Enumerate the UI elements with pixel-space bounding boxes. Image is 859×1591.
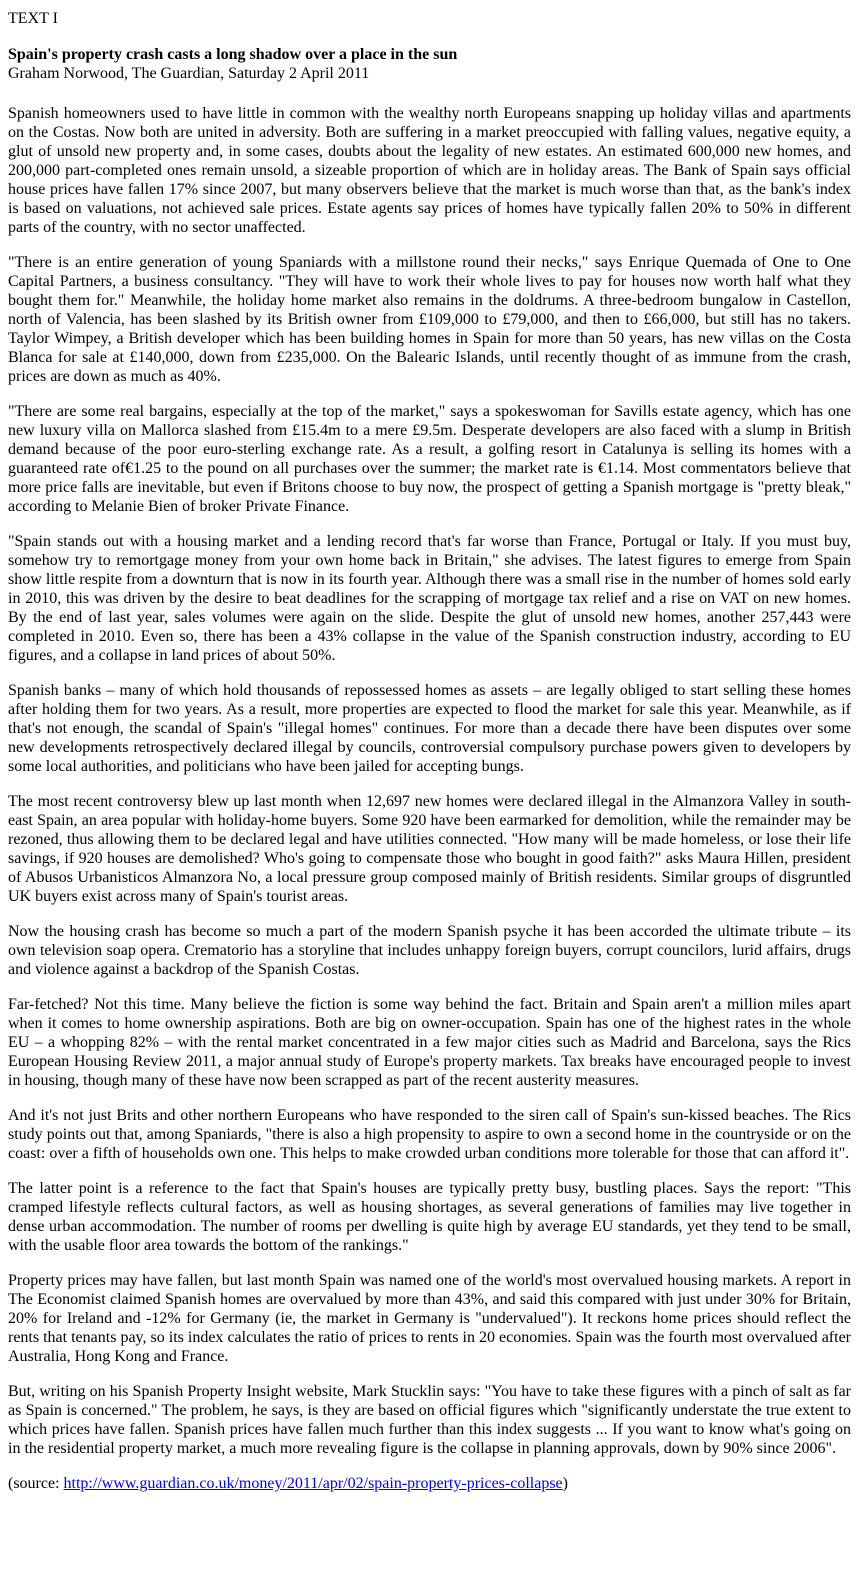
article-title: Spain's property crash casts a long shadow over a place in the sun <box>8 46 458 63</box>
source-line <box>8 1474 851 1493</box>
paragraph-4: "Spain stands out with a housing market and a lending record that's far worse than France, Portugal or Italy. If you must buy, somehow try to remortgage money from your own home back in Britain," she advises. The latest figures to emerge from Spain show little respite from a downturn that is now in its fourth year. Although there was a small rise in the number of homes sold early in 2010, this was driven by the desire to beat deadlines for the scrapping of mortgage tax relief and a rise on VAT on new homes. By the end of last year, sales volumes were again on the slide. Despite the glut of unsold new homes, another 257,443 were completed in 2010. Even so, there has been a 43% collapse in the value of the Spanish construction industry, according to EU figures, and a collapse in land prices of about 50%. <box>8 533 851 664</box>
source-prefix: (source: <box>8 1475 64 1492</box>
paragraph-10: The latter point is a reference to the fact that Spain's houses are typically pretty busy, bustling places. Says the report: "This cramped lifestyle reflects cultural factors, as well as housing shortages, as several generations of families may live together in dense urban accommodation. The number of rooms per dwelling is quite high by average EU standards, yet they tend to be small, with the usable floor area towards the bottom of the rankings." <box>8 1180 851 1254</box>
paragraph-6: The most recent controversy blew up last month when 12,697 new homes were declared illegal in the Almanzora Valley in south-east Spain, an area popular with holiday-home buyers. Some 920 have been earmarked for demolition, while the remainder may be rezoned, thus allowing them to be declared legal and have utilities connected. "How many will be made homeless, or lose their life savings, if 920 houses are demolished? Who's going to compensate those who bought in good faith?" asks Maura Hillen, president of Abusos Urbanisticos Almanzora No, a local pressure group composed mainly of British residents. Similar groups of disgruntled UK buyers exist across many of Spain's tourist areas. <box>8 793 851 905</box>
text-label: TEXT I <box>8 10 58 27</box>
paragraph-7: Now the housing crash has become so much a part of the modern Spanish psyche it has been accorded the ultimate tribute – its own television soap opera. Crematorio has a storyline that includes unhappy foreign buyers, corrupt councilors, lurid affairs, drugs and violence against a backdrop of the Spanish Costas. <box>8 923 851 978</box>
paragraph-2: "There is an entire generation of young Spaniards with a millstone round their necks," says Enrique Quemada of One to One Capital Partners, a business consultancy. "They will have to work their whole lives to pay for houses now worth half what they bought them for." Meanwhile, the holiday home market also remains in the doldrums. A three-bedroom bungalow in Castellon, north of Valencia, has been slashed by its British owner from £109,000 to £79,000, and then to £66,000, but still has no takers. Taylor Wimpey, a British developer which has been building homes in Spain for more than 50 years, has new villas on the Costa Blanca for sale at £140,000, down from £235,000. On the Balearic Islands, until recently thought of as immune from the crash, prices are down as much as 40%. <box>8 254 851 385</box>
paragraph-12: But, writing on his Spanish Property Insight website, Mark Stucklin says: "You have to take these figures with a pinch of salt as far as Spain is concerned." The problem, he says, is they are based on official figures which "significantly understate the true extent to which prices have fallen. Spanish prices have fallen much further than this index suggests ... If you want to know what's going on in the residential property market, a much more revealing figure is the collapse in planning approvals, down by 90% since 2006". <box>8 1383 851 1457</box>
article-byline: Graham Norwood, The Guardian, Saturday 2 April 2011 <box>8 65 370 82</box>
source-link[interactable]: http://www.guardian.co.uk/money/2011/apr/02/spain-property-prices-collapse <box>63 1475 563 1492</box>
paragraph-1: Spanish homeowners used to have little in common with the wealthy north Europeans snapping up holiday villas and apartments on the Costas. Now both are united in adversity. Both are suffering in a market preoccupied with falling values, negative equity, a glut of unsold new property and, in some cases, doubts about the legality of new estates. An estimated 600,000 new homes, and 200,000 part-completed ones remain unsold, a sizeable proportion of which are in holiday areas. The Bank of Spain says official house prices have fallen 17% since 2007, but many observers believe that the market is much worse than that, as the bank's index is based on valuations, not achieved sale prices. Estate agents say prices of homes have typically fallen 20% to 50% in different parts of the country, with no sector unaffected. <box>8 105 851 236</box>
paragraph-5: Spanish banks – many of which hold thousands of repossessed homes as assets – are legally obliged to start selling these homes after holding them for two years. As a result, more properties are expected to flood the market for sale this year. Meanwhile, as if that's not enough, the scandal of Spain's "illegal homes" continues. For more than a decade there have been disputes over some new developments retrospectively declared illegal by councils, controversial compulsory purchase powers given to developers by some local authorities, and politicians who have been jailed for accepting bungs. <box>8 682 851 775</box>
paragraph-8: Far-fetched? Not this time. Many believe the fiction is some way behind the fact. Britain and Spain aren't a million miles apart when it comes to home ownership aspirations. Both are big on owner-occupation. Spain has one of the highest rates in the whole EU – a whopping 82% – with the rental market concentrated in a few major cities such as Madrid and Barcelona, says the Rics European Housing Review 2011, a major annual study of Europe's property markets. Tax breaks have encouraged people to invest in housing, though many of these have now been scrapped as part of the recent austerity measures. <box>8 996 851 1089</box>
paragraph-9: And it's not just Brits and other northern Europeans who have responded to the siren call of Spain's sun-kissed beaches. The Rics study points out that, among Spaniards, "there is also a high propensity to aspire to own a second home in the countryside or on the coast: over a fifth of households own one. This helps to make crowded urban conditions more tolerable for those that can afford it". <box>8 1107 851 1162</box>
paragraph-3: "There are some real bargains, especially at the top of the market," says a spokeswoman for Savills estate agency, which has one new luxury villa on Mallorca slashed from £15.4m to a mere £9.5m. Desperate developers are also faced with a slump in British demand because of the poor euro-sterling exchange rate. As a result, a golfing resort in Catalunya is selling its homes with a guaranteed rate of€1.25 to the pound on all purchases over the summer; the market rate is €1.14. Most commentators believe that more price falls are inevitable, but even if Britons choose to buy now, the prospect of getting a Spanish mortgage is "pretty bleak," according to Melanie Bien of broker Private Finance. <box>8 403 851 515</box>
source-suffix: ) <box>562 1475 568 1492</box>
paragraph-11: Property prices may have fallen, but last month Spain was named one of the world's most overvalued housing markets. A report in The Economist claimed Spanish homes are overvalued by more than 43%, and said this compared with just under 30% for Britain, 20% for Ireland and -12% for Germany (ie, the market in Germany is "undervalued"). It reckons home prices should reflect the rents that tenants pay, so its index calculates the ratio of prices to rents in 20 economies. Spain was the fourth most overvalued after Australia, Hong Kong and France. <box>8 1272 851 1365</box>
